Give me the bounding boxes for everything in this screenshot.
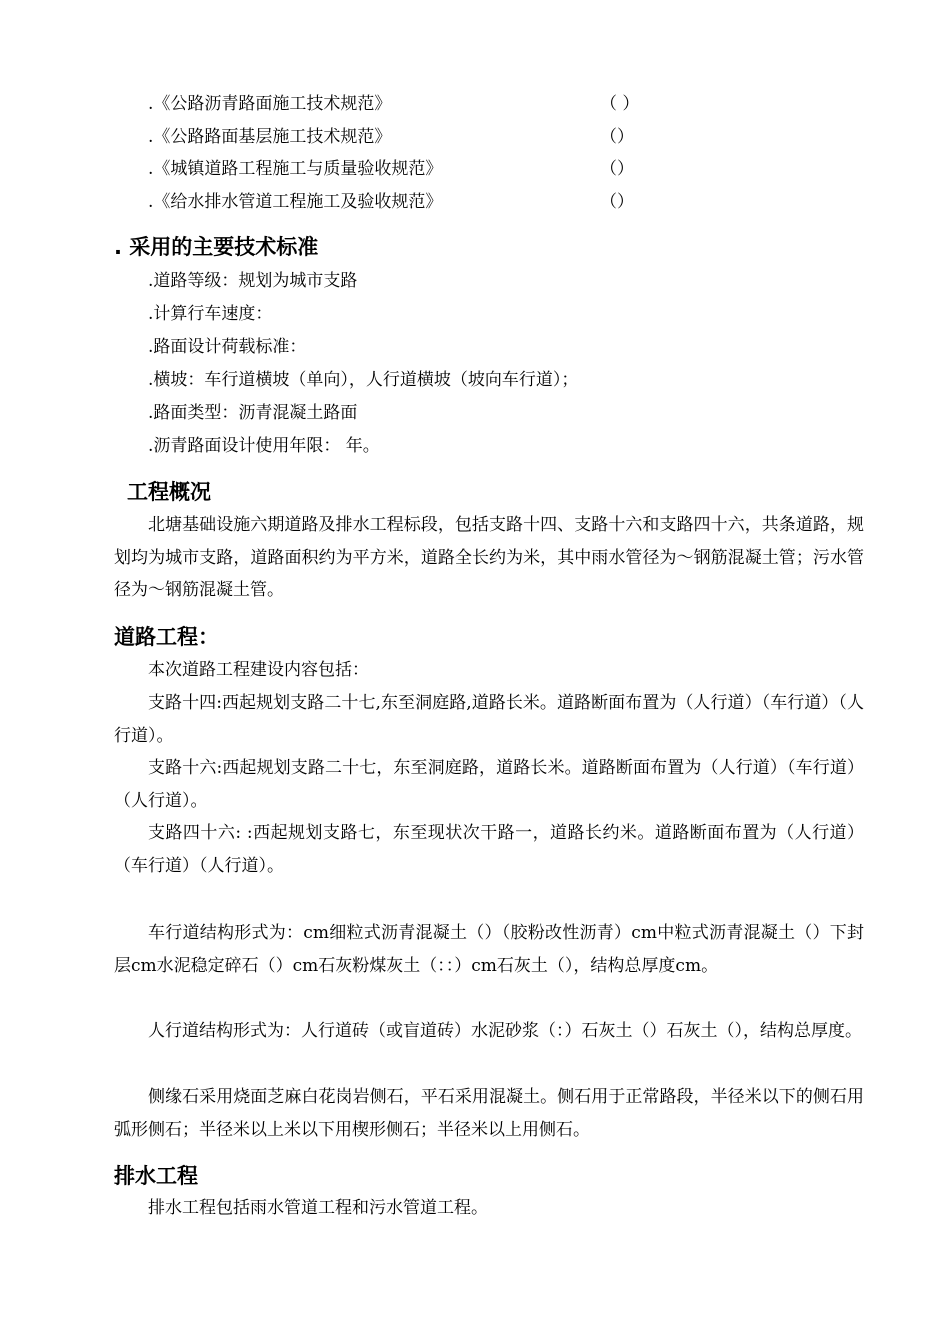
standard-item: .道路等级：规划为城市支路 xyxy=(148,271,358,291)
carriageway-structure-paragraph: 车行道结构形式为：cm细粒式沥青混凝土（）（胶粉改性沥青）cm中粒式沥青混凝土（）下封层cm水泥稳定碎石（）cm石灰粉煤灰土（：：）cm石灰土（），结构总厚度cm。 xyxy=(114,923,864,976)
standard-item: .路面设计荷载标准： xyxy=(148,337,307,357)
standard-item: .沥青路面设计使用年限： 年。 xyxy=(148,436,380,456)
reference-mark: （ ） xyxy=(600,94,640,114)
drainage-paragraph: 排水工程包括雨水管道工程和污水管道工程。 xyxy=(148,1198,488,1218)
overview-paragraph: 北塘基础设施六期道路及排水工程标段，包括支路十四、支路十六和支路四十六，共条道路，规划均为城市支路，道路面积约为平方米，道路全长约为米，其中雨水管径为～钢筋混凝土管；污水管径为～钢筋混凝土管。 xyxy=(114,515,864,600)
section-heading-standards: . 采用的主要技术标准 xyxy=(114,235,319,259)
reference-title: .《城镇道路工程施工与质量验收规范》 xyxy=(148,159,443,179)
standard-item: .计算行车速度： xyxy=(148,304,273,324)
curb-stone-paragraph: 侧缘石采用烧面芝麻白花岗岩侧石，平石采用混凝土。侧石用于正常路段，半径米以下的侧石用弧形侧石；半径米以上米以下用楔形侧石；半径米以上用侧石。 xyxy=(114,1087,864,1140)
reference-title: .《公路沥青路面施工技术规范》 xyxy=(148,94,392,114)
reference-title: .《公路路面基层施工技术规范》 xyxy=(148,127,392,147)
reference-mark: （） xyxy=(600,159,634,179)
branch-46-paragraph: 支路四十六: :西起规划支路七，东至现状次干路一，道路长约米。道路断面布置为（人行道）（车行道）（人行道）。 xyxy=(114,823,864,876)
section-heading-drainage: 排水工程 xyxy=(114,1164,198,1188)
section-heading-road: 道路工程： xyxy=(114,625,219,649)
branch-14-paragraph: 支路十四:西起规划支路二十七,东至洞庭路,道路长米。道路断面布置为（人行道）（车行道）（人行道）。 xyxy=(114,693,864,746)
road-intro-paragraph: 本次道路工程建设内容包括： xyxy=(148,660,369,680)
reference-mark: （） xyxy=(600,127,634,147)
reference-title: .《给水排水管道工程施工及验收规范》 xyxy=(148,192,443,212)
branch-16-paragraph: 支路十六:西起规划支路二十七，东至洞庭路，道路长米。道路断面布置为（人行道）（车行道）（人行道）。 xyxy=(114,758,864,811)
reference-mark: （） xyxy=(600,192,634,212)
standard-item: .横坡：车行道横坡（单向），人行道横坡（坡向车行道）； xyxy=(148,370,579,390)
sidewalk-structure-paragraph: 人行道结构形式为：人行道砖（或盲道砖）水泥砂浆（：）石灰土（）石灰土（），结构总厚度。 xyxy=(148,1021,862,1041)
section-heading-overview: 工程概况 xyxy=(127,480,211,504)
standard-item: .路面类型：沥青混凝土路面 xyxy=(148,403,358,423)
